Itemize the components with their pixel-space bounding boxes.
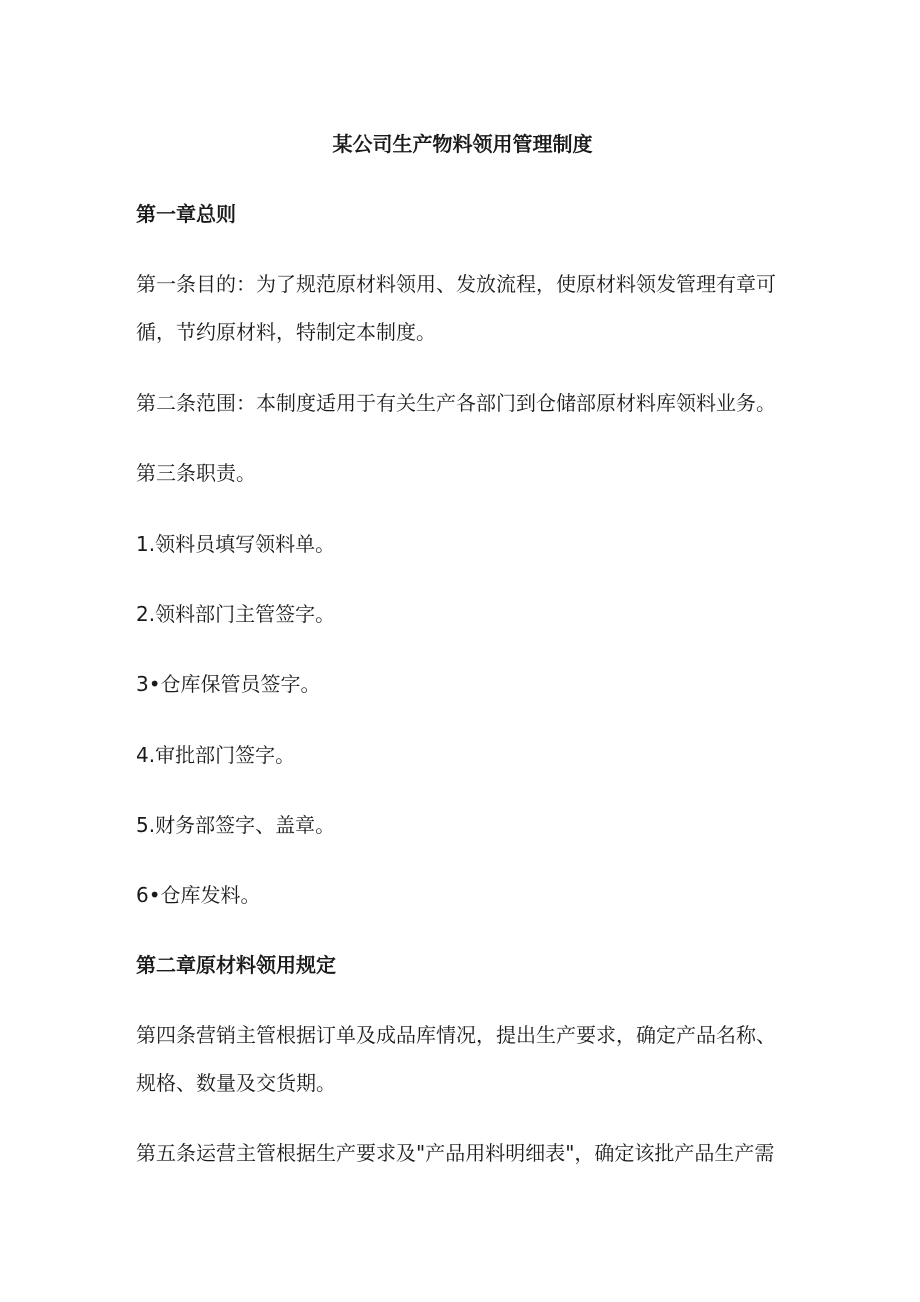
- step-item-2: 2.领料部门主管签字。: [136, 602, 336, 626]
- chapter2-heading: 第二章原材料领用规定: [136, 953, 336, 977]
- document-title: 某公司生产物料领用管理制度: [332, 132, 593, 156]
- article5-line1: 第五条运营主管根据生产要求及"产品用料明细表"，确定该批产品生产需: [136, 1141, 775, 1165]
- article1-line1: 第一条目的：为了规范原材料领用、发放流程，使原材料领发管理有章可: [136, 272, 776, 296]
- article1-line2: 循，节约原材料，特制定本制度。: [136, 320, 436, 344]
- step-item-3: 3•仓库保管员签字。: [136, 672, 321, 696]
- article4-line2: 规格、数量及交货期。: [136, 1071, 336, 1095]
- step-item-4: 4.审批部门签字。: [136, 743, 296, 767]
- article4-line1: 第四条营销主管根据订单及成品库情况，提出生产要求，确定产品名称、: [136, 1023, 776, 1047]
- step-item-6: 6•仓库发料。: [136, 883, 261, 907]
- step-item-5: 5.财务部签字、盖章。: [136, 813, 336, 837]
- step-item-1: 1.领料员填写领料单。: [136, 532, 336, 556]
- article2-text: 第二条范围：本制度适用于有关生产各部门到仓储部原材料库领料业务。: [136, 391, 776, 415]
- chapter1-heading: 第一章总则: [136, 202, 236, 226]
- article3-text: 第三条职责。: [136, 461, 256, 485]
